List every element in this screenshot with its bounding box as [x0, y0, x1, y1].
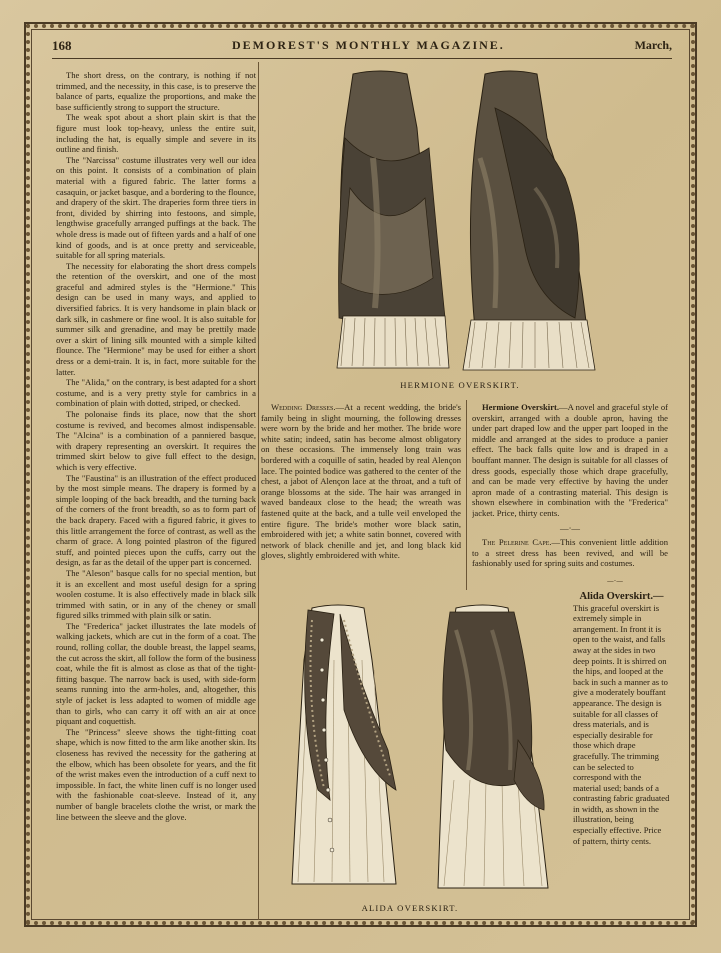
paragraph: The weak spot about a short plain skirt is that the figure must look top-heavy, unless the entire suit, including the hat, is equally simple and severe in its outline and finish. [56, 112, 256, 155]
running-header [52, 38, 672, 56]
hermione-back-view [463, 71, 595, 370]
issue-month: March, [634, 38, 672, 52]
pelerine-lead: The Pelerine Cape. [482, 537, 552, 548]
paragraph: The polonaise finds its place, now that the short costume is revived, and becomes almost indispensable. The "Alcina" is a combination of a panniered basque, with drapery representing an overskirt. It requires the trimmed skirt below to give full effect to the design, which is very effective. [56, 409, 256, 472]
paragraph: The "Narcissa" costume illustrates very well our idea on this point. It consists of a combination of plain material with a figured fabric. The latter forms a casaquin, or jacket basque, and a bordering to the flounce, and drapery of the skirt. The draperies form three tiers in front, divided by shirring into festoons, and simple, lengthwise gracefully arranged puffings at the back. The whole dress is made out of fifteen yards and a half of one kind of goods, and is at once pretty and serviceable, suitable for all spring materials. [56, 154, 256, 261]
hermione-caption: HERMIONE OVERSKIRT. [400, 380, 520, 390]
ornament-divider: —·— [606, 577, 624, 585]
alida-caption: ALIDA OVERSKIRT. [361, 903, 459, 913]
hermione-front-view [337, 71, 449, 368]
paragraph: The "Aleson" basque calls for no special mention, but it is an excellent and most useful design for a spring woolen costume. It is also effectively made in black silk trimmed with satin, or in any of the cheney or small figured silks trimmed with plain silk or satin. [56, 567, 256, 621]
alida-body: This graceful overskirt is extremely simple in arrangement. In front it is open to the waist, and falls away at the sides in two deep points. It is shirred on the hips, and looped at the back in such a manner as to give a moderately bouffant appearance. The design is suitable for all classes of dress materials, and is especially desirable for those which drape gracefully. The trimming can be selected to correspond with the material used; bands of a contrasting fabric graduated in width, as shown in the illustration, being especially effective. Price of pattern, thirty cents. [573, 602, 670, 846]
alida-front-view [292, 605, 396, 884]
page-number: 168 [52, 38, 72, 53]
paragraph: The "Faustina" is an illustration of the effect produced by the most simple means. The drapery is formed by a simple looping of the back breadth, and the turning back of the corners of the front breadth, so as to form part of the back drapery. Faced with a figured fabric, it gives to this little arrangement the force of contrast, as well as the charm of grace. A long pointed plastron of the figured stuff, and pointed pieces upon the cuffs, carry out the design, as far as the detail of the upper part is concerned. [56, 472, 256, 568]
column-rule-left [258, 62, 259, 920]
hermione-description [472, 402, 668, 587]
paragraph: The "Alida," on the contrary, is best adapted for a short costume, and is a very pretty style for cambrics in a combination of plain with dotted, striped, or checked. [56, 377, 256, 409]
column-rule-middle [466, 400, 467, 590]
pelerine-body: —This convenient little addition to a street dress has been revived, and will be fashionably used for spring suits and costumes. [472, 537, 668, 569]
alida-overskirt-illustration [278, 600, 568, 900]
alida-description [573, 592, 670, 922]
wedding-lead: Wedding Dresses. [271, 402, 336, 412]
hermione-overskirt-illustration [325, 68, 605, 373]
magazine-title: DEMOREST'S MONTHLY MAGAZINE. [232, 38, 505, 52]
hermione-title: Hermione Overskirt. [482, 402, 560, 412]
paragraph: The short dress, on the contrary, is nothing if not trimmed, and the necessity, in this case, is to preserve the balance of parts, equalize the proportions, and make the base sufficiently strong to support the structure. [56, 70, 256, 112]
ornament-divider: —·— [559, 522, 581, 533]
header-rule [52, 58, 672, 59]
left-column-text [56, 70, 256, 920]
wedding-dresses-text [261, 402, 461, 582]
paragraph: The necessity for elaborating the short dress compels the retention of the overskirt, and one of the most graceful and admired styles is the "Hermione." This design can be used in many ways, and applied to diversified fabrics. It is very handsome in plain black or dark silk, in cashmere or fine wool. It is also suitable for summer silk and grenadine, and may be prettily made over a skirt of lining silk mounted with a simple kilted flounce. The "Hermione" may be used for either a short dress or a demi-train. It is, in fact, more suitable for the latter. [56, 260, 256, 377]
alida-back-view [438, 605, 548, 888]
paragraph: The "Frederica" jacket illustrates the late models of walking jackets, which are cut in the form of a coat. The round, rolling collar, the double breast, the lappel seams, the cut across the skirt, all follow the form of the business coat, while the fit is almost as close as that of the tight-fitting basque. The narrow back is used, with side-form seams running into the arm-holes, and, altogether, this style of jacket is less adapted to women of middle age than to girls, who can carry it off with an air at once piquant and coquettish. [56, 620, 256, 727]
alida-title: Alida Overskirt.— [579, 592, 664, 602]
hermione-body: —A novel and graceful style of overskirt, arranged with a double apron, having the under part draped low and the upper part looped in the middle and arranged at the sides to produce a panier effect. The back falls quite low and is draped in a bouffant manner. The design is suitable for all classes of dress goods, especially those which drape gracefully, and can be made very effective by having the under apron made of a contrasting material. This design is shown elsewhere in combination with the "Frederica" jacket. Price, thirty cents. [472, 402, 668, 518]
paragraph: The "Princess" sleeve shows the tight-fitting coat shape, which is now fitted to the arm like another skin. Its closeness has revived the necessity for the gathering at the elbow, which has been obsolete for years, and the fit of the wrist makes even the introduction of a cuff next to impossible. In fact, the white linen cuff is no longer used with the fashionable coat-sleeve. Instead of it, any number of bangle bracelets clothe the wrist, or mark the line between the sleeve and the glove. [56, 726, 256, 822]
wedding-body: —At a recent wedding, the bride's family being in slight mourning, the following dresses were worn by the bride and her mother. The bride wore white satin; indeed, satin has become almost obligatory on these occasions. The immensely long train was bordered with a coquille of satin, headed by real Alençon lace. The pointed bodice was gathered to the center of the chest, a jabot of Alençon lace at the throat, and a tuft of orange blossoms at the side. The hair was arranged in waved bandeaux close to the head; the wreath was fastened quite at the back, and a tulle veil enveloped the entire figure. The bride's mother wore black satin, embroidered with jet; a white satin bonnet, covered with network of black chenille and jet, and long black kid gloves, slightly embroidered with white. [261, 402, 461, 561]
